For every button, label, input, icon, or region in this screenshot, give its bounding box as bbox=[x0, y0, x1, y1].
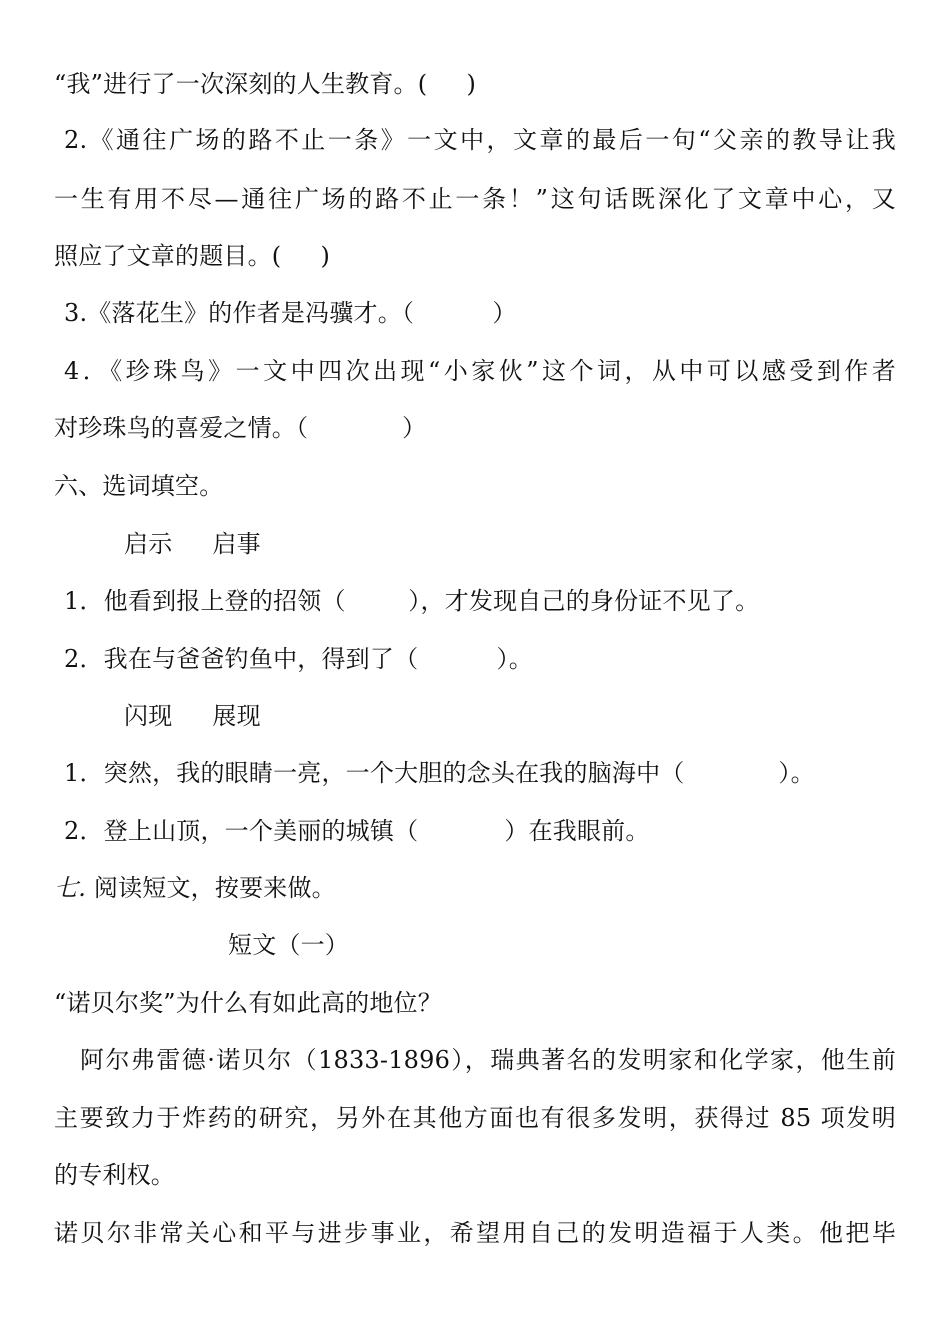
section-seven-heading bbox=[54, 873, 336, 903]
section-six-heading: 六、选词填空。 bbox=[54, 472, 224, 500]
question-2-line-1: 2.《通往广场的路不止一条》一文中，文章的最后一句“父亲的教导让我 bbox=[64, 126, 896, 154]
question-3-line: 3.《落花生》的作者是冯骥才。（ ） bbox=[64, 299, 517, 327]
fill-blank-2-2: 2．登上山顶，一个美丽的城镇（ ）在我眼前。 bbox=[64, 817, 650, 845]
word-choices-1 bbox=[124, 529, 261, 559]
word-choice-qishi: 启示 bbox=[124, 530, 173, 558]
word-choice-shanxian: 闪现 bbox=[124, 702, 173, 730]
word-choices-2 bbox=[124, 701, 261, 731]
passage-paragraph-1-line-3: 的专利权。 bbox=[54, 1161, 175, 1189]
passage-title: 短文（一） bbox=[228, 931, 349, 959]
word-choice-zhanxian: 展现 bbox=[212, 702, 261, 730]
word-choice-qishi-notice: 启事 bbox=[212, 530, 261, 558]
fill-blank-1-1: 1．他看到报上登的招领（ ），才发现自己的身份证不见了。 bbox=[64, 587, 760, 615]
question-4-line-1: 4．《珍珠鸟》一文中四次出现“小家伙”这个词，从中可以感受到作者 bbox=[64, 357, 896, 385]
passage-paragraph-2-line-1: 诺贝尔非常关心和平与进步事业，希望用自己的发明造福于人类。他把毕 bbox=[54, 1219, 896, 1247]
section-seven-title: 阅读短文，按要来做。 bbox=[93, 874, 336, 902]
question-2-line-3: 照应了文章的题目。( ) bbox=[54, 242, 331, 270]
passage-paragraph-1-line-2: 主要致力于炸药的研究，另外在其他方面也有很多发明，获得过 85 项发明 bbox=[54, 1104, 896, 1132]
fill-blank-1-2: 2．我在与爸爸钓鱼中，得到了（ ）。 bbox=[64, 645, 533, 673]
question-2-line-2: 一生有用不尽—通往广场的路不止一条！”这句话既深化了文章中心，又 bbox=[54, 185, 896, 213]
passage-heading: “诺贝尔奖”为什么有如此高的地位？ bbox=[54, 989, 442, 1017]
question-4-line-2: 对珍珠鸟的喜爱之情。（ ） bbox=[54, 414, 427, 442]
section-seven-number: 七. bbox=[54, 874, 87, 902]
question-1-end-line: “我”进行了一次深刻的人生教育。( ) bbox=[54, 70, 477, 98]
passage-paragraph-1-line-1: 阿尔弗雷德·诺贝尔（1833-1896），瑞典著名的发明家和化学家，他生前 bbox=[80, 1046, 896, 1074]
fill-blank-2-1: 1．突然，我的眼睛一亮，一个大胆的念头在我的脑海中（ ）。 bbox=[64, 759, 815, 787]
